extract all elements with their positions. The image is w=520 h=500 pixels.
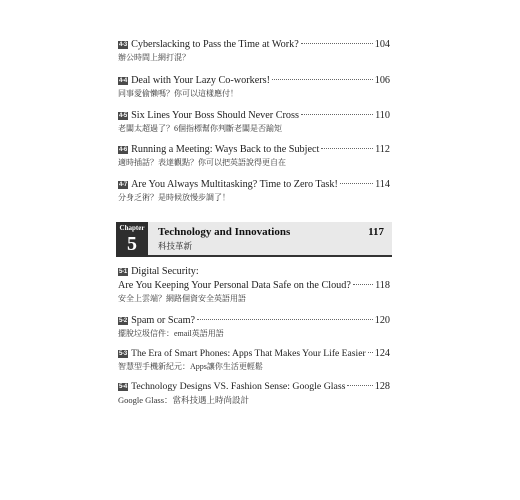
entry-page-number: 114 [375,179,390,190]
toc-entry-5-4[interactable] [118,380,390,406]
entry-subtitle: 安全上雲端？網路個資安全英語用語 [118,294,246,303]
chapter-badge [116,222,148,257]
toc-entry-5-3[interactable] [118,347,390,373]
dot-leader [301,43,373,44]
entry-title: Technology Designs VS. Fashion Sense: Google Glass [131,381,346,392]
dot-leader [272,79,373,80]
entry-page-number: 120 [374,315,390,326]
entry-page-number: 106 [374,75,390,86]
section-tag: 4-3 [119,42,128,48]
entry-title: Deal with Your Lazy Co-workers! [131,75,270,86]
toc-entry-4-5[interactable] [118,109,390,135]
dot-leader [353,284,373,285]
entry-subtitle: 智慧型手機新紀元：Apps讓你生活更輕鬆 [118,362,263,371]
dot-leader [321,148,373,149]
entry-subtitle: 適時插話？表達觀點？你可以把英語說得更自在 [118,158,286,167]
entry-subtitle: 分身乏術？是時候放慢步調了！ [118,193,230,202]
dot-leader [340,183,373,184]
dot-leader [301,114,373,115]
dot-leader [368,352,373,353]
entry-page-number: 110 [375,110,390,121]
entry-title: Six Lines Your Boss Should Never Cross [131,110,299,121]
section-tag: 5-2 [119,318,128,324]
entry-subtitle: 老闆太超過了？6個指標幫你判斷老闆是否踰矩 [118,124,282,133]
section-tag: 4-5 [119,113,128,119]
entry-page-number: 104 [374,39,390,50]
entry-page-number: 128 [374,381,390,392]
toc-entry-4-7[interactable] [118,178,390,204]
entry-page-number: 124 [374,348,390,359]
entry-title: Cyberslacking to Pass the Time at Work? [131,39,299,50]
toc-entry-4-6[interactable] [118,143,390,169]
entry-page-number: 118 [375,280,390,291]
section-tag: 4-4 [119,78,128,84]
entry-title-continued: Are You Keeping Your Personal Data Safe on the Cloud? [118,280,351,291]
entry-title: Running a Meeting: Ways Back to the Subject [131,144,320,155]
toc-entry-5-1[interactable] [118,265,390,305]
entry-subtitle: 擺脫垃圾信件：email英語用語 [118,329,224,338]
chapter-label: Chapter [119,224,145,232]
chapter-page-number: 117 [368,226,384,238]
section-tag: 5-1 [119,269,128,275]
chapter-header[interactable] [116,222,392,257]
dot-leader [197,319,373,320]
entry-subtitle: 同事愛偷懶嗎？你可以這樣應付！ [118,89,238,98]
chapter-subtitle: 科技革新 [158,241,193,251]
section-tag: 4-7 [119,182,128,188]
chapter-title: Technology and Innovations [158,226,291,238]
entry-title: The Era of Smart Phones: Apps That Makes Your Life Easier [131,348,366,359]
entry-subtitle: Google Glass：當科技遇上時尚設計 [118,395,250,405]
entry-subtitle: 辦公時間上網打混？ [118,53,190,62]
dot-leader [347,385,372,386]
entry-page-number: 112 [375,144,390,155]
toc-entry-4-3[interactable] [118,38,390,64]
chapter-number: 5 [127,233,137,255]
toc-entry-5-2[interactable] [118,314,390,340]
section-tag: 5-3 [119,351,128,357]
section-tag: 4-6 [119,147,128,153]
entry-title: Are You Always Multitasking? Time to Zero Task! [131,179,338,190]
toc-entry-4-4[interactable] [118,74,390,100]
entry-title: Digital Security: [131,266,199,277]
entry-title: Spam or Scam? [131,315,196,326]
section-tag: 5-4 [119,384,128,390]
